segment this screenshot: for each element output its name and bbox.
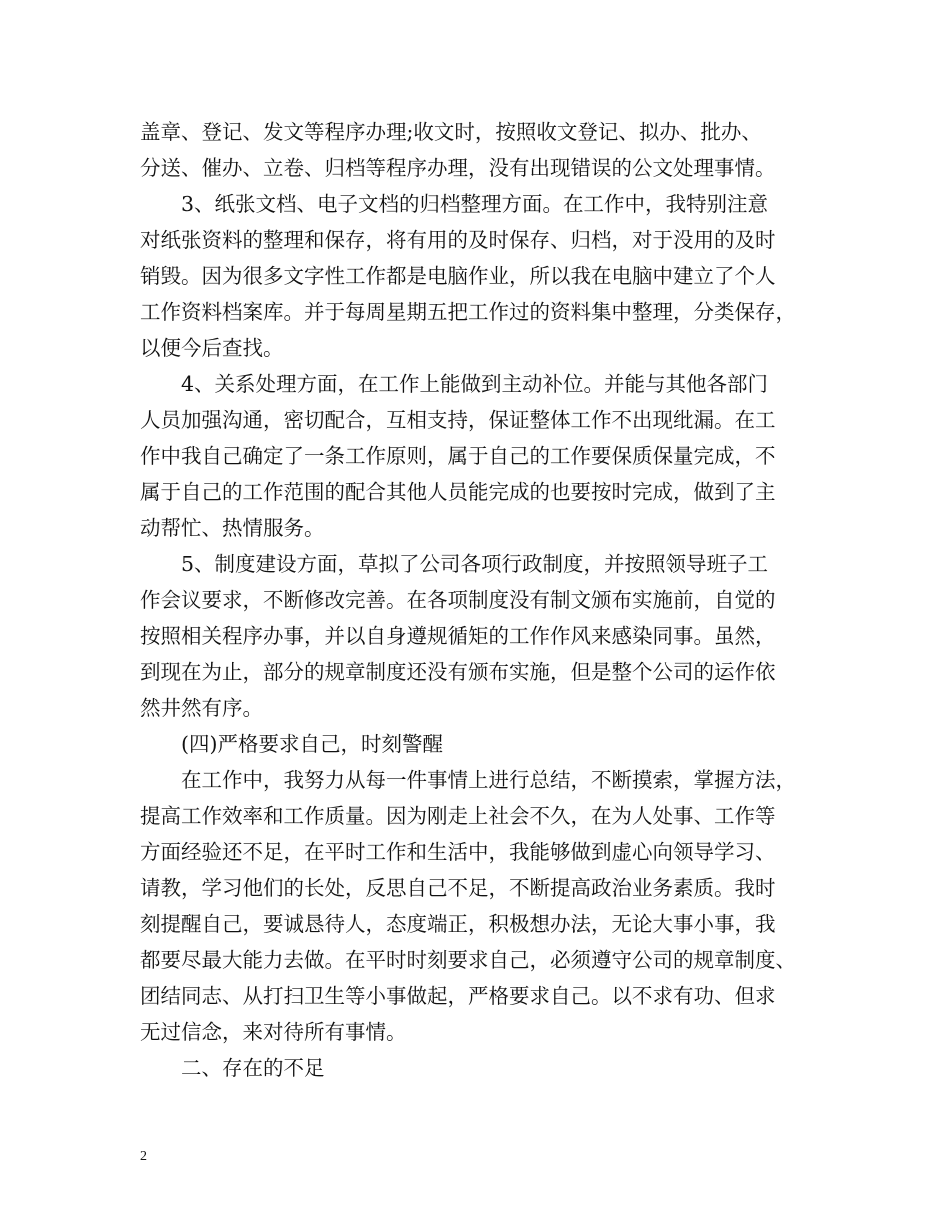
text-line: 按照相关程序办事，并以自身遵规循矩的工作作风来感染同事。虽然，	[140, 624, 776, 648]
text-line: 分送、催办、立卷、归档等程序办理，没有出现错误的公文处理事情。	[140, 156, 776, 180]
text-line: 3、纸张文档、电子文档的归档整理方面。在工作中，我特别注意	[181, 192, 769, 216]
section-heading: 二、存在的不足	[181, 1056, 325, 1080]
text-line: 作中我自己确定了一条工作原则，属于自己的工作要保质保量完成，不	[140, 444, 776, 468]
text-line: 请教，学习他们的长处，反思自己不足，不断提高政治业务素质。我时	[140, 876, 776, 900]
text-line: 然井然有序。	[140, 696, 263, 720]
text-line: 到现在为止，部分的规章制度还没有颁布实施，但是整个公司的运作依	[140, 660, 776, 684]
text-line: 方面经验还不足，在平时工作和生活中，我能够做到虚心向领导学习、	[140, 840, 776, 864]
text-line: 作会议要求，不断修改完善。在各项制度没有制文颁布实施前，自觉的	[140, 588, 776, 612]
text-line: 提高工作效率和工作质量。因为刚走上社会不久，在为人处事、工作等	[140, 804, 776, 828]
text-line: 对纸张资料的整理和保存，将有用的及时保存、归档，对于没用的及时	[140, 228, 776, 252]
text-line: 团结同志、从打扫卫生等小事做起，严格要求自己。以不求有功、但求	[140, 984, 776, 1008]
text-line: 工作资料档案库。并于每周星期五把工作过的资料集中整理，分类保存，	[140, 300, 796, 324]
text-line: 无过信念，来对待所有事情。	[140, 1020, 407, 1044]
text-line: 销毁。因为很多文字性工作都是电脑作业，所以我在电脑中建立了个人	[140, 264, 776, 288]
text-line: 都要尽最大能力去做。在平时时刻要求自己，必须遵守公司的规章制度、	[140, 948, 796, 972]
text-line: 盖章、登记、发文等程序办理;收文时，按照收文登记、拟办、批办、	[140, 120, 762, 144]
section-heading: (四)严格要求自己，时刻警醒	[181, 732, 443, 756]
text-line: 刻提醒自己，要诚恳待人，态度端正，积极想办法，无论大事小事，我	[140, 912, 776, 936]
text-line: 动帮忙、热情服务。	[140, 516, 325, 540]
text-line: 属于自己的工作范围的配合其他人员能完成的也要按时完成，做到了主	[140, 480, 776, 504]
text-line: 在工作中，我努力从每一件事情上进行总结，不断摸索，掌握方法，	[181, 768, 796, 792]
text-line: 以便今后查找。	[140, 336, 284, 360]
text-line: 5、制度建设方面，草拟了公司各项行政制度，并按照领导班子工	[181, 552, 769, 576]
text-line: 4、关系处理方面，在工作上能做到主动补位。并能与其他各部门	[181, 372, 769, 396]
text-line: 人员加强沟通，密切配合，互相支持，保证整体工作不出现纰漏。在工	[140, 408, 776, 432]
page-number: 2	[140, 1149, 147, 1164]
